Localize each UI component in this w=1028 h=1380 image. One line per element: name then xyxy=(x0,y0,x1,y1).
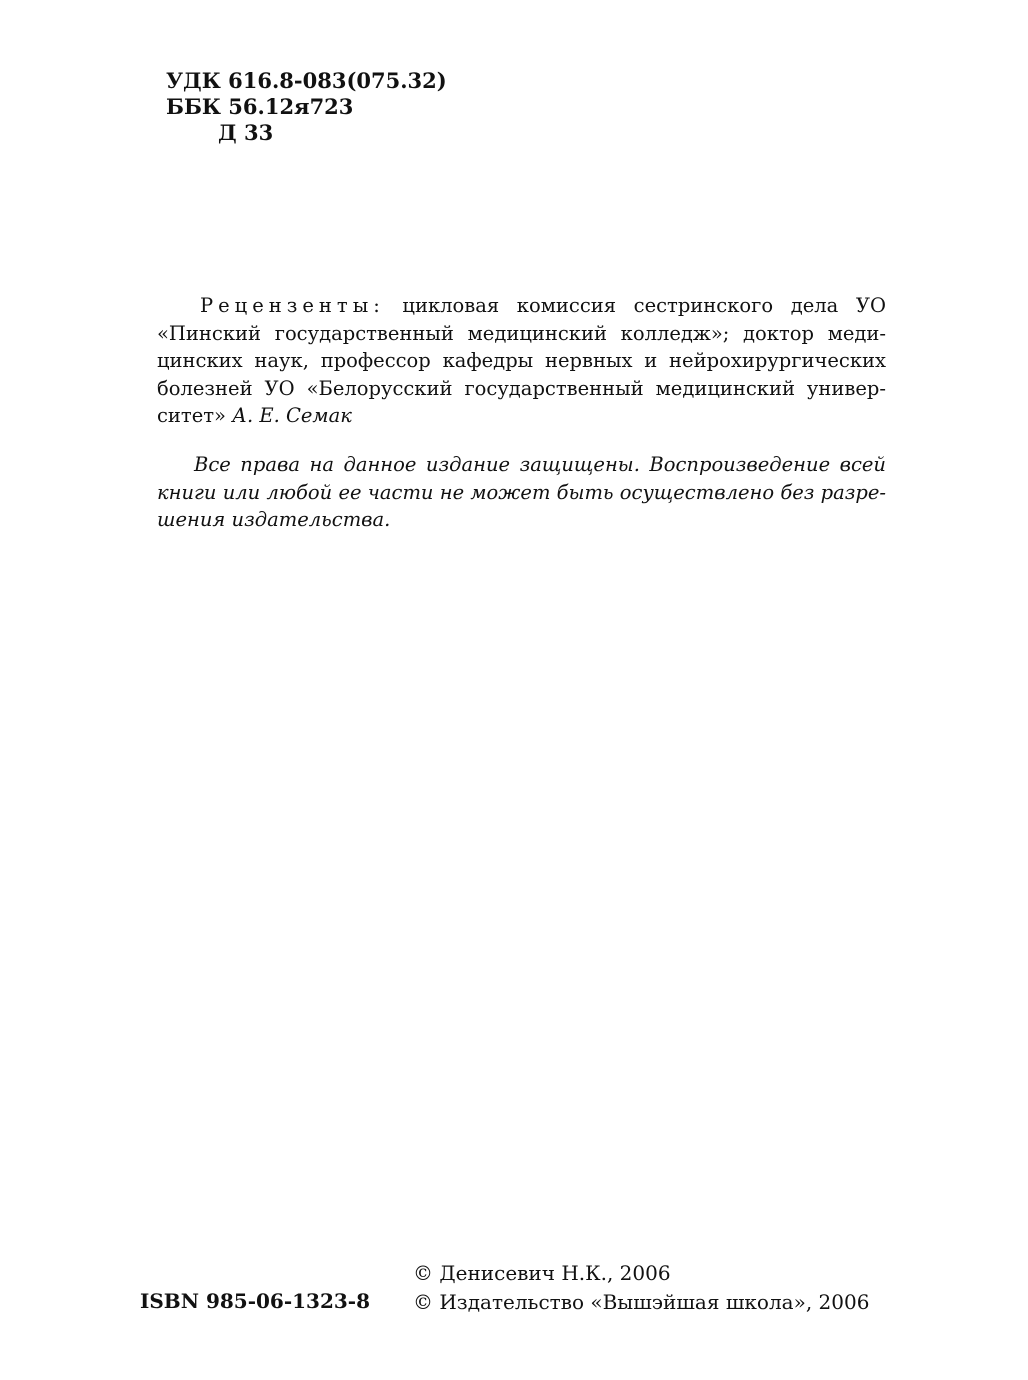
classification-codes xyxy=(166,68,447,146)
rights-line-3: шения издательства. xyxy=(157,508,391,531)
reviewers-line-5 xyxy=(157,402,886,430)
reviewers-line-1 xyxy=(157,292,886,320)
copyright-block xyxy=(413,1259,869,1317)
isbn-number: ISBN 985-06-1323-8 xyxy=(140,1289,371,1313)
reviewer-name: А. Е. Семак xyxy=(232,404,352,427)
author-mark: Д 33 xyxy=(218,120,274,145)
reviewers-label: Рецензенты: xyxy=(200,294,385,317)
bbk-code: ББК 56.12я723 xyxy=(166,94,354,119)
reviewers-last-prefix: ситет» xyxy=(157,404,233,427)
rights-line-1: Все права на данное издание защищены. Воспроизведение всей xyxy=(194,453,886,476)
reviewers-line-4: болезней УО «Белорусский государственный медицинский универ- xyxy=(157,376,886,400)
rights-line-2: книги или любой ее части не может быть осуществлено без разре- xyxy=(157,480,886,504)
reviewers-line-2: «Пинский государственный медицинский колледж»; доктор меди- xyxy=(157,321,886,345)
reviewers-line-3: цинских наук, профессор кафедры нервных и нейрохирургических xyxy=(157,349,886,372)
reviewers-text: цикловая комиссия сестринского дела УО xyxy=(384,294,886,317)
copyright-author: © Денисевич Н.К., 2006 xyxy=(413,1261,671,1285)
reviewers-paragraph xyxy=(157,292,886,430)
rights-notice xyxy=(157,451,886,534)
udk-code: УДК 616.8-083(075.32) xyxy=(166,68,447,93)
copyright-publisher: © Издательство «Вышэйшая школа», 2006 xyxy=(413,1290,870,1314)
